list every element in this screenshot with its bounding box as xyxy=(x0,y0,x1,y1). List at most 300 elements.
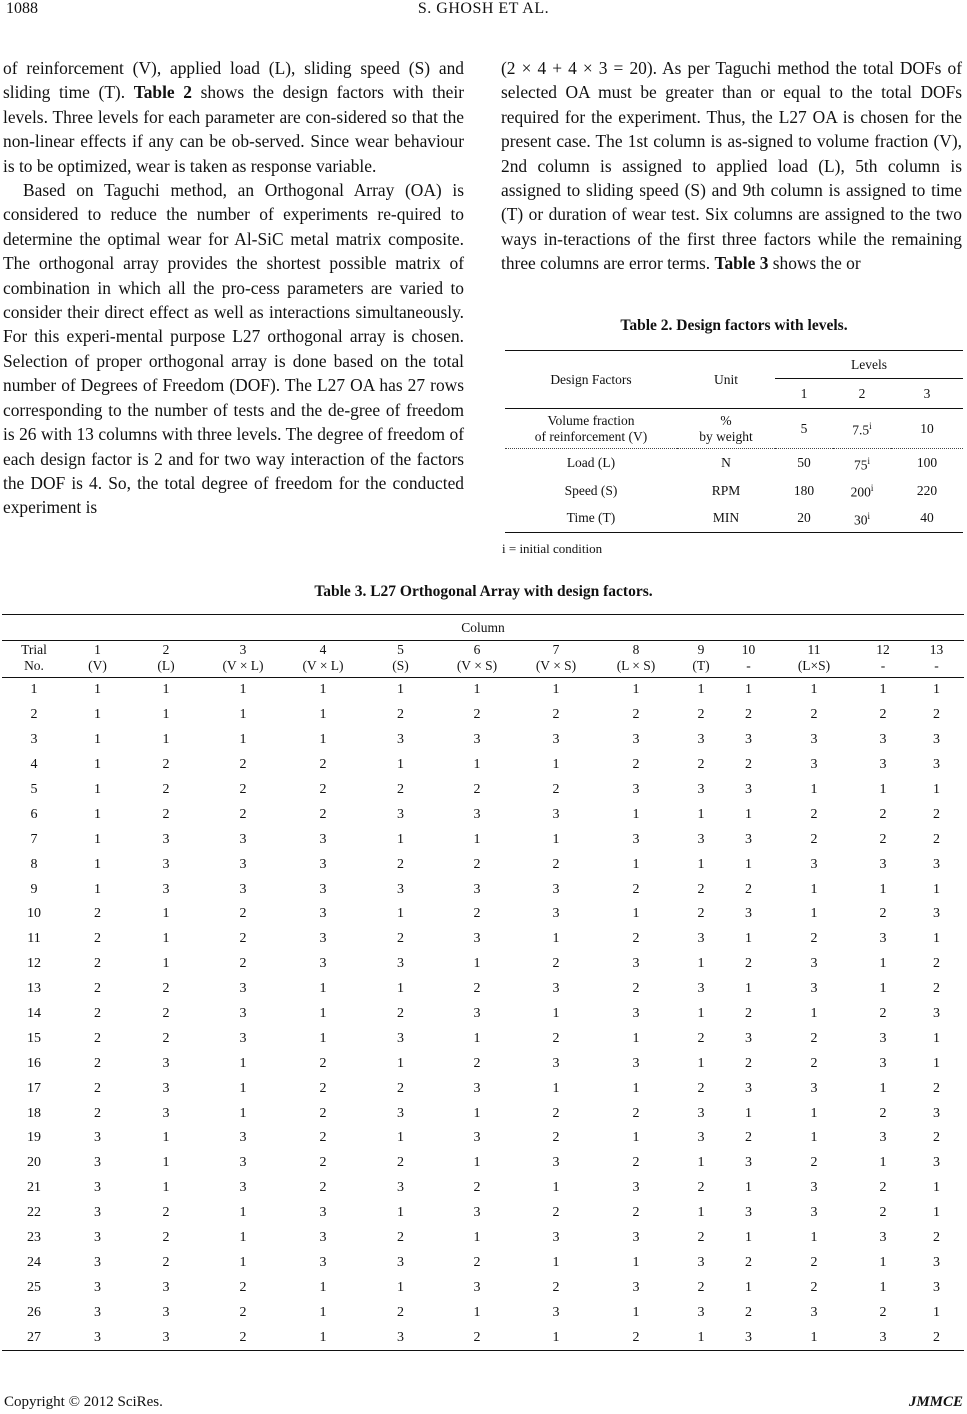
table3-cell: 3 xyxy=(632,1006,640,1022)
table3-cell: 3 xyxy=(94,1205,101,1221)
initial-condition-mark: i xyxy=(870,483,874,494)
table3-cell: 3 xyxy=(810,856,818,872)
table3-cell: 2 xyxy=(879,906,887,922)
table3-cell: 2 xyxy=(933,707,940,723)
table3-cell: 2 xyxy=(319,1130,327,1146)
table3-cell: 2 xyxy=(162,1006,170,1022)
table3-cell: 3 xyxy=(632,1180,640,1196)
table3-cell: 1 xyxy=(697,1006,705,1022)
table3-cell: 3 xyxy=(552,1230,560,1246)
table3-cell: 3 xyxy=(162,1080,170,1096)
table3-cell: 1 xyxy=(933,782,940,797)
table3-cell: 3 xyxy=(397,806,404,822)
table3-cell: 1 xyxy=(552,1180,560,1196)
table3-header-cell: 11 (L×S) xyxy=(771,641,857,678)
table3-cell: 2 xyxy=(745,1055,752,1071)
table3-cell: 2 xyxy=(632,981,640,997)
table3-cell: 1 xyxy=(697,856,705,872)
table3-cell: 3 xyxy=(162,881,170,897)
table2-factor-cell: Time (T) xyxy=(505,505,677,533)
table3-cell: 1 xyxy=(94,782,101,797)
table3-cell: 2 xyxy=(162,981,170,997)
table3-cell: 23 xyxy=(27,1230,41,1246)
table3-cell: 2 xyxy=(94,1006,101,1022)
table2-body xyxy=(505,409,963,533)
table3-cell: 2 xyxy=(319,757,327,773)
table3-cell: 5 xyxy=(30,782,38,797)
table3-cell: 3 xyxy=(397,1030,404,1046)
table2-level-cell: 30$^i$ xyxy=(833,505,891,533)
table3-cell: 3 xyxy=(397,1254,404,1270)
table3-cell: 3 xyxy=(239,981,247,997)
table3-cell: 1 xyxy=(239,1055,247,1071)
table3-cell: 3 xyxy=(933,1254,940,1270)
table3-cell: 3 xyxy=(879,1055,887,1071)
table3-cell: 3 xyxy=(810,1080,818,1096)
table3-cell: 1 xyxy=(239,682,247,698)
paragraph: of reinforcement (V), applied load (L), sliding speed (S) and sliding time (T). Table 2 shows the design factors with their levels. Three levels for each parameter are con-sidered so that the non-linear effects if any can be ob-served. Since wear behaviour is to be optimized, wear is taken as response variable. xyxy=(3,58,464,176)
table3-cell: 3 xyxy=(810,757,818,773)
table3-cell: 24 xyxy=(27,1254,41,1270)
table3-row xyxy=(2,1051,964,1076)
table3-cell: 3 xyxy=(162,831,170,847)
table3-cell: 2 xyxy=(473,906,481,922)
table3-row xyxy=(2,678,964,703)
table2-row xyxy=(505,409,963,449)
table3-cell: 26 xyxy=(27,1304,41,1320)
table3-cell: 2 xyxy=(552,1130,560,1146)
table2-level-cell: 200$^i$ xyxy=(850,483,874,500)
table3-cell: 2 xyxy=(879,1205,887,1221)
table3-cell: 3 xyxy=(810,1180,818,1196)
table2-row xyxy=(505,477,963,505)
table3-cell: 2 xyxy=(552,782,560,797)
table3-cell: 2 xyxy=(473,707,481,723)
table3-cell: 3 xyxy=(632,732,640,748)
table3-cell: 14 xyxy=(27,1006,41,1022)
table3-cell: 1 xyxy=(162,906,170,922)
table3-header-cell: 6 (V × S) xyxy=(438,641,516,678)
table3-cell: 3 xyxy=(879,1030,887,1046)
table3-header-cell: 3 (V × L) xyxy=(203,641,283,678)
table3-cell: 1 xyxy=(879,682,887,698)
table2-factor-cell: Speed (S) xyxy=(564,482,618,498)
table3-cell: 1 xyxy=(319,1304,327,1320)
table3-cell: 3 xyxy=(745,906,752,922)
table2-unit-cell: MIN xyxy=(677,505,775,533)
table3-cell: 2 xyxy=(632,1155,640,1171)
table3-cell: 1 xyxy=(552,931,560,947)
table3-row xyxy=(2,827,964,852)
table3-row xyxy=(2,1226,964,1251)
table3-cell: 6 xyxy=(30,806,38,822)
table2-level-header: 1 xyxy=(800,385,808,401)
table2-factor-cell: Load (L) xyxy=(566,454,616,470)
table3-cell: 3 xyxy=(552,881,560,897)
table3-cell: 1 xyxy=(319,732,327,748)
table3-cell: 1 xyxy=(632,856,640,872)
table3-cell: 3 xyxy=(473,732,481,748)
table3-cell: 1 xyxy=(162,1155,170,1171)
table3-cell: 3 xyxy=(745,1205,752,1221)
table2-factor-cell: Volume fraction of reinforcement (V) xyxy=(505,409,677,449)
table3-cell: 3 xyxy=(857,1325,909,1350)
table3-cell: 2 xyxy=(933,806,940,822)
table3-cell: 2 xyxy=(933,1080,940,1096)
table3-cell: 1 xyxy=(94,707,101,723)
table2-level-header: 3 xyxy=(923,385,931,401)
table3-cell: 2 xyxy=(94,906,101,922)
table3-cell: 3 xyxy=(933,1105,940,1121)
table3-cell: 2 xyxy=(933,981,940,997)
table3-cell: 3 xyxy=(697,732,705,748)
table3-cell: 2 xyxy=(596,1325,676,1350)
table3-row xyxy=(2,1325,964,1350)
table3-column-group: Column xyxy=(2,615,964,641)
table3-cell: 3 xyxy=(129,1325,203,1350)
table3-row xyxy=(2,852,964,877)
table3-cell: 3 xyxy=(745,782,752,797)
table3-cell: 3 xyxy=(745,732,752,748)
table3-header-cell: 5 (S) xyxy=(363,641,438,678)
table3-body xyxy=(2,678,964,1351)
table3-cell: 2 xyxy=(745,757,752,773)
table3-cell: 2 xyxy=(30,707,38,723)
table3-cell: 1 xyxy=(879,1279,887,1295)
table3-cell: 2 xyxy=(810,1055,818,1071)
table3-cell: 2 xyxy=(810,831,818,847)
table3-cell: 1 xyxy=(94,757,101,773)
table3-cell: 2 xyxy=(552,707,560,723)
table3-cell: 1 xyxy=(94,831,101,847)
table3-cell: 3 xyxy=(879,1230,887,1246)
table3-cell: 1 xyxy=(397,1130,404,1146)
table3-cell: 2 xyxy=(473,1254,481,1270)
table3-cell: 1 xyxy=(162,931,170,947)
table2-level-cell: 20 xyxy=(775,505,833,533)
table3-cell: 1 xyxy=(239,1230,247,1246)
table3-cell: 3 xyxy=(745,831,752,847)
table3-cell: 1 xyxy=(239,1205,247,1221)
table3-cell: 1 xyxy=(516,1325,596,1350)
table3-cell: 3 xyxy=(473,1006,481,1022)
table3-cell: 1 xyxy=(933,1055,940,1071)
table3-cell: 2 xyxy=(933,831,940,847)
table3-cell: 2 xyxy=(810,931,818,947)
table3-cell: 1 xyxy=(933,931,940,947)
table3-cell: 3 xyxy=(94,1180,101,1196)
table3-cell: 3 xyxy=(810,1304,818,1320)
table2-level-cell: 10 xyxy=(891,409,963,449)
initial-condition-mark: i xyxy=(867,455,870,466)
table3-cell: 2 xyxy=(552,856,560,872)
table3-cell: 1 xyxy=(162,682,170,698)
table3-cell: 1 xyxy=(94,881,101,897)
table3-cell: 1 xyxy=(94,732,101,748)
table3-cell: 3 xyxy=(94,1254,101,1270)
table3-cell: 2 xyxy=(162,782,170,797)
table3-header-cell: 2 (L) xyxy=(129,641,203,678)
table3-cell: 2 xyxy=(473,856,481,872)
table3-cell: 1 xyxy=(94,806,101,822)
table3-caption: Table 3. L27 Orthogonal Array with design factors. xyxy=(314,583,653,600)
table3-cell: 3 xyxy=(933,1279,940,1295)
table3-cell: 2 xyxy=(319,1055,327,1071)
table3-cell: 2 xyxy=(239,956,247,972)
table3-cell: 1 xyxy=(552,682,560,698)
table3-cell: 1 xyxy=(933,1030,940,1046)
table3-cell: 2 xyxy=(473,1180,481,1196)
table2-unit-cell: % by weight xyxy=(677,409,775,449)
table3-cell: 1 xyxy=(697,956,705,972)
table3-cell: 3 xyxy=(30,732,38,748)
table3-cell: 2 xyxy=(552,956,560,972)
table3-cell: 3 xyxy=(697,1130,705,1146)
table3-cell: 2 xyxy=(810,1155,818,1171)
table3-row xyxy=(2,1076,964,1101)
table3-cell: 2 xyxy=(397,931,404,947)
table3-cell: 1 xyxy=(810,906,818,922)
table2-unit-cell: RPM xyxy=(711,482,741,498)
table3-cell: 3 xyxy=(810,956,818,972)
table3-cell: 2 xyxy=(879,1105,887,1121)
table3-cell: 1 xyxy=(697,1055,705,1071)
table3-cell: 1 xyxy=(697,682,705,698)
table3-cell: 1 xyxy=(473,1155,481,1171)
table3-cell: 3 xyxy=(552,1155,560,1171)
paragraph: Based on Taguchi method, an Orthogonal Array (OA) is considered to reduce the number of experiments re-quired to determine the optimal wear for Al-SiC metal matrix composite. The orthogonal array provides the shortest possible matrix of combination in which all the pro-cess parameters are varied to consider their direct effect as well as interactions simultaneously. For this experi-mental purpose L27 orthogonal array is chosen. Selection of proper orthogonal array is done based on the total number of Degrees of Freedom (DOF). The L27 OA has 27 rows corresponding to the number of tests and the de-gree of freedom is 26 with 13 columns with three levels. The degree of freedom of each design factor is 2 and for two way interaction of the factors the DOF is 4. So, the total degree of freedom for the conducted experiment is xyxy=(3,180,464,518)
table3-cell: 2 xyxy=(319,1155,327,1171)
table3-cell: 1 xyxy=(810,1006,818,1022)
table3-row xyxy=(2,1101,964,1126)
table2-unit-cell: N xyxy=(721,454,731,470)
table3-cell: 1 xyxy=(319,1030,327,1046)
initial-condition-mark: i xyxy=(869,421,872,432)
table3-cell: 1 xyxy=(397,682,404,698)
table3-cell: 2 xyxy=(632,757,640,773)
table3-cell: 3 xyxy=(239,1130,247,1146)
table3-cell: 2 xyxy=(552,1105,560,1121)
table3-cell: 3 xyxy=(879,856,887,872)
table3-cell: 3 xyxy=(239,1180,247,1196)
table3-cell: 1 xyxy=(632,1254,640,1270)
table3-cell: 2 xyxy=(203,1325,283,1350)
table2-level-header: 2 xyxy=(858,385,866,401)
table3-cell: 1 xyxy=(162,732,170,748)
table3-cell: 2 xyxy=(162,757,170,773)
table2-level-cell: 220 xyxy=(916,482,938,498)
table3-cell: 2 xyxy=(909,1325,964,1350)
table3-cell: 3 xyxy=(933,856,940,872)
table2-caption: Table 2. Design factors with levels. xyxy=(620,317,848,334)
table3-cell: 3 xyxy=(697,1304,705,1320)
table3-row xyxy=(2,1275,964,1300)
table3-cell: 1 xyxy=(239,707,247,723)
table3-cell: 1 xyxy=(810,1130,818,1146)
table3-cell: 8 xyxy=(30,856,38,872)
table3-cell: 3 xyxy=(162,1279,170,1295)
table3-cell: 3 xyxy=(933,1006,940,1022)
table3-row xyxy=(2,728,964,753)
table3-cell: 2 xyxy=(319,1105,327,1121)
table3-cell: 1 xyxy=(473,1030,481,1046)
table3-cell: 2 xyxy=(810,806,818,822)
table3-header-cell: Trial No. xyxy=(2,641,66,678)
initial-condition-mark: i xyxy=(867,511,870,521)
table3-cell: 3 xyxy=(473,806,481,822)
table3-cell: 1 xyxy=(162,1130,170,1146)
table3-cell: 3 xyxy=(162,856,170,872)
table3-header-cell: 7 (V × S) xyxy=(516,641,596,678)
table3-cell: 2 xyxy=(94,981,101,997)
table3-row xyxy=(2,802,964,827)
table3-cell: 2 xyxy=(319,782,327,797)
table3-cell: 3 xyxy=(397,1105,404,1121)
table3-cell: 2 xyxy=(473,981,481,997)
table3-cell: 3 xyxy=(632,1055,640,1071)
table3-cell: 3 xyxy=(697,931,705,947)
table3-cell: 1 xyxy=(879,881,887,897)
table3-cell: 2 xyxy=(397,1006,404,1022)
table3-header-cell: 13 - xyxy=(909,641,964,678)
table3-cell: 1 xyxy=(697,1155,705,1171)
table2-level-cell: 5 xyxy=(775,409,833,449)
table3-cell: 3 xyxy=(810,981,818,997)
table3-cell: 1 xyxy=(632,1130,640,1146)
table3-row xyxy=(2,1176,964,1201)
table3-cell: 3 xyxy=(319,831,327,847)
table3-cell: 9 xyxy=(30,881,38,897)
table3-row xyxy=(2,1201,964,1226)
table3-cell: 1 xyxy=(632,682,640,698)
footer-copyright: Copyright © 2012 SciRes. xyxy=(4,1394,163,1410)
table2-header-levels: Levels xyxy=(775,351,963,379)
table3-cell: 1 xyxy=(552,831,560,847)
table3-cell: 3 xyxy=(697,831,705,847)
table2-level-cell: 100 xyxy=(916,454,938,470)
table3-cell: 3 xyxy=(66,1325,129,1350)
table3-cell: 1 xyxy=(552,757,560,773)
table3-cell: 1 xyxy=(473,831,481,847)
table3-cell: 3 xyxy=(162,1055,170,1071)
table3-cell: 2 xyxy=(745,707,752,723)
table3-cell: 1 xyxy=(239,1080,247,1096)
table3-cell: 3 xyxy=(632,1279,640,1295)
table3-cell: 3 xyxy=(319,881,327,897)
table3-cell: 1 xyxy=(397,757,404,773)
table3-cell: 2 xyxy=(879,831,887,847)
table3-cell: 3 xyxy=(933,1155,940,1171)
table3-cell: 1 xyxy=(319,682,327,698)
table3-cell: 2 xyxy=(94,956,101,972)
table3-cell: 1 xyxy=(473,682,481,698)
table3-cell: 1 xyxy=(552,1006,560,1022)
table3-cell: 1 xyxy=(810,1105,818,1121)
table3-cell: 2 xyxy=(745,1304,752,1320)
table3-cell: 3 xyxy=(94,1155,101,1171)
table3-cell: 1 xyxy=(473,1304,481,1320)
table3-cell: 3 xyxy=(879,757,887,773)
table3-cell: 15 xyxy=(27,1030,41,1046)
table2-row xyxy=(505,505,963,533)
table3-cell: 2 xyxy=(745,881,752,897)
table3-cell: 1 xyxy=(879,956,887,972)
table3-cell: 1 xyxy=(397,1205,404,1221)
table3-cell: 3 xyxy=(397,956,404,972)
table3-cell: 1 xyxy=(473,1105,481,1121)
table3-cell: 1 xyxy=(552,1080,560,1096)
table3-cell: 3 xyxy=(239,856,247,872)
table3-cell: 2 xyxy=(879,1180,887,1196)
table3-cell: 2 xyxy=(810,1254,818,1270)
table3-cell: 3 xyxy=(162,1304,170,1320)
table3-row xyxy=(2,1002,964,1027)
table3-cell: 11 xyxy=(27,931,41,947)
table3-header-row xyxy=(2,641,964,678)
table3-cell: 1 xyxy=(745,806,752,822)
table3-header-cell: 4 (V × L) xyxy=(283,641,363,678)
table3-cell: 3 xyxy=(94,1230,101,1246)
footer-journal: JMMCE xyxy=(908,1394,963,1410)
table3-cell: 3 xyxy=(239,1006,247,1022)
table3-cell: 3 xyxy=(879,1130,887,1146)
table3-cell: 1 xyxy=(632,1080,640,1096)
table3-cell: 3 xyxy=(552,806,560,822)
table3-cell: 1 xyxy=(745,1105,752,1121)
table3-cell: 2 xyxy=(319,1080,327,1096)
table3-cell: 2 xyxy=(94,1055,101,1071)
table3-cell: 3 xyxy=(933,906,940,922)
table3-cell: 2 xyxy=(933,1230,940,1246)
table3-cell: 2 xyxy=(239,757,247,773)
table3-cell: 2 xyxy=(162,1030,170,1046)
table3-cell: 1 xyxy=(473,1230,481,1246)
table3-cell: 2 xyxy=(239,1279,247,1295)
table3-cell: 1 xyxy=(162,1180,170,1196)
right-column xyxy=(501,56,962,276)
table3-row xyxy=(2,1026,964,1051)
left-column xyxy=(3,56,464,520)
table3-cell: 1 xyxy=(810,881,818,897)
table3-cell: 1 xyxy=(319,1279,327,1295)
table3-row xyxy=(2,1250,964,1275)
table3-cell: 1 xyxy=(94,682,101,698)
table3-cell: 3 xyxy=(879,931,887,947)
table3-cell: 2 xyxy=(697,707,705,723)
table3-row xyxy=(2,952,964,977)
table3-cell: 1 xyxy=(933,1205,940,1221)
table3-cell: 2 xyxy=(319,806,327,822)
table3-cell: 1 xyxy=(745,981,752,997)
table3-cell: 2 xyxy=(810,1279,818,1295)
table3-cell: 1 xyxy=(879,1254,887,1270)
table3-cell: 13 xyxy=(27,981,41,997)
table2-row xyxy=(505,449,963,477)
table3-cell: 3 xyxy=(552,732,560,748)
table3-cell: 2 xyxy=(879,707,887,723)
table3-header-cell: 8 (L × S) xyxy=(596,641,676,678)
table3-cell: 2 xyxy=(397,707,404,723)
table3-cell: 2 xyxy=(397,856,404,872)
table3-cell: 3 xyxy=(552,1304,560,1320)
table3-cell: 19 xyxy=(27,1130,41,1146)
table3-cell: 3 xyxy=(697,782,705,797)
table3-row xyxy=(2,703,964,728)
table3-cell: 2 xyxy=(697,881,705,897)
table3-cell: 3 xyxy=(319,1230,327,1246)
table3-cell: 3 xyxy=(473,931,481,947)
table3-cell: 2 xyxy=(632,707,640,723)
